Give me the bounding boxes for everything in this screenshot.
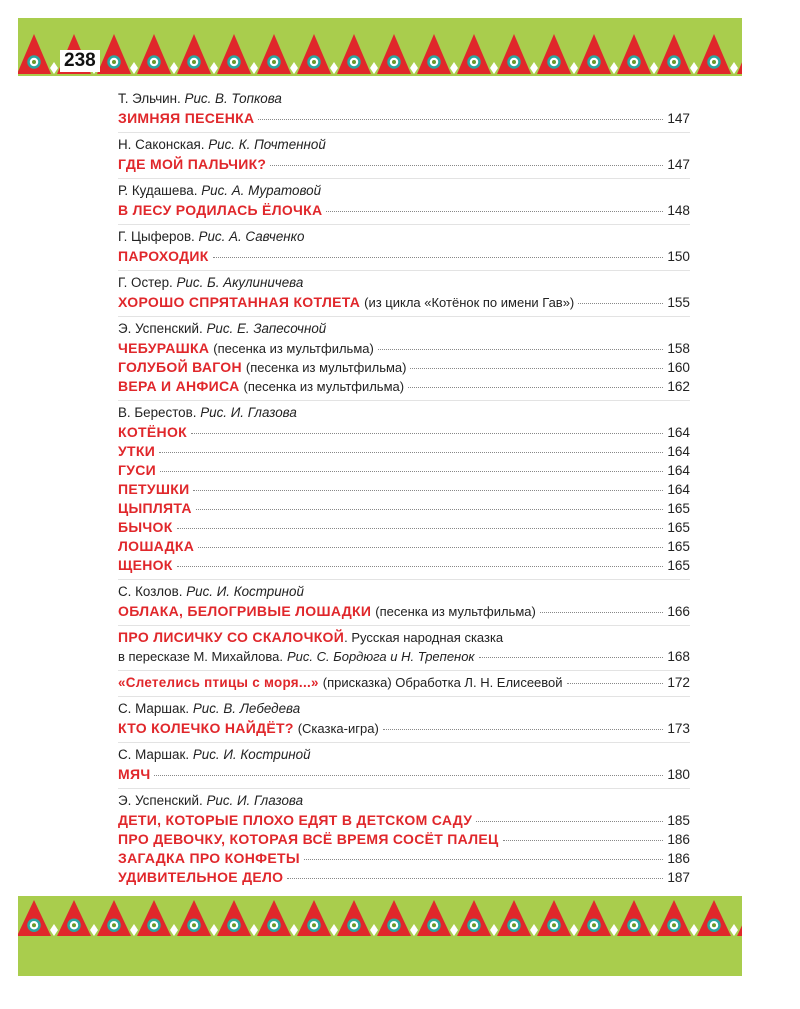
ornament-dot-center xyxy=(152,60,156,64)
bottom-ornament-band xyxy=(18,896,742,976)
ornament-dot-center xyxy=(232,60,236,64)
toc-group xyxy=(118,271,690,317)
bottom-ornament xyxy=(18,896,742,976)
author-line: Э. Успенский. Рис. Е. Запесочной xyxy=(118,321,327,336)
ornament-diamond xyxy=(290,62,298,74)
ornament-diamond xyxy=(450,924,458,936)
ornament-diamond xyxy=(490,924,498,936)
ornament-diamond xyxy=(250,924,258,936)
ornament-diamond xyxy=(290,924,298,936)
ornament-diamond xyxy=(530,924,538,936)
toc-group xyxy=(118,225,690,271)
toc-entry[interactable]: В ЛЕСУ РОДИЛАСЬ ЁЛОЧКА 148 xyxy=(118,202,690,218)
ornament-dot-center xyxy=(352,923,356,927)
toc-entry-title-line[interactable]: ПРО ЛИСИЧКУ СО СКАЛОЧКОЙ. Русская народная сказка xyxy=(118,629,504,645)
toc-entry[interactable]: ГУСИ 164 xyxy=(118,462,690,478)
ornament-diamond xyxy=(50,924,58,936)
ornament-diamond xyxy=(330,62,338,74)
ornament-diamond xyxy=(130,924,138,936)
ornament-dot-center xyxy=(632,60,636,64)
ornament-diamond xyxy=(450,62,458,74)
toc-entry[interactable]: КОТЁНОК 164 xyxy=(118,424,690,440)
ornament-diamond xyxy=(210,62,218,74)
toc-group xyxy=(118,317,690,401)
author-line: С. Маршак. Рис. И. Костриной xyxy=(118,747,311,762)
ornament-diamond xyxy=(730,62,738,74)
ornament-dot-center xyxy=(672,60,676,64)
ornament-diamond xyxy=(690,924,698,936)
top-ornament xyxy=(18,18,742,76)
ornament-triangle xyxy=(737,900,742,936)
ornament-diamond xyxy=(410,924,418,936)
ornament-diamond xyxy=(170,62,178,74)
ornament-diamond xyxy=(50,62,58,74)
ornament-diamond xyxy=(690,62,698,74)
author-line: Р. Кудашева. Рис. А. Муратовой xyxy=(118,183,322,198)
author-line: Э. Успенский. Рис. И. Глазова xyxy=(118,793,304,808)
toc-entry[interactable]: КТО КОЛЕЧКО НАЙДЁТ? (Сказка-игра) 173 xyxy=(118,720,690,736)
page-number: 238 xyxy=(60,50,100,72)
ornament-dot-center xyxy=(712,60,716,64)
ornament-diamond xyxy=(570,62,578,74)
ornament-dot-center xyxy=(272,923,276,927)
ornament-diamond xyxy=(90,924,98,936)
toc-entry[interactable]: ГДЕ МОЙ ПАЛЬЧИК? 147 xyxy=(118,156,690,172)
table-of-contents xyxy=(118,87,690,891)
ornament-diamond xyxy=(650,924,658,936)
ornament-diamond xyxy=(210,924,218,936)
toc-entry[interactable]: ПРО ДЕВОЧКУ, КОТОРАЯ ВСЁ ВРЕМЯ СОСЁТ ПАЛЕЦ 186 xyxy=(118,831,690,847)
ornament-dot-center xyxy=(672,923,676,927)
toc-entry[interactable]: ГОЛУБОЙ ВАГОН (песенка из мультфильма) 160 xyxy=(118,359,690,375)
ornament-diamond xyxy=(530,62,538,74)
ornament-diamond xyxy=(170,924,178,936)
author-line: С. Маршак. Рис. В. Лебедева xyxy=(118,701,301,716)
ornament-dot-center xyxy=(192,60,196,64)
toc-group xyxy=(118,697,690,743)
ornament-diamond xyxy=(730,924,738,936)
ornament-dot-center xyxy=(312,923,316,927)
ornament-dot-center xyxy=(192,923,196,927)
toc-entry[interactable]: ДЕТИ, КОТОРЫЕ ПЛОХО ЕДЯТ В ДЕТСКОМ САДУ 185 xyxy=(118,812,690,828)
ornament-diamond xyxy=(130,62,138,74)
toc-group xyxy=(118,743,690,789)
toc-group xyxy=(118,87,690,133)
toc-entry[interactable]: МЯЧ 180 xyxy=(118,766,690,782)
toc-group xyxy=(118,626,690,671)
ornament-dot-center xyxy=(32,923,36,927)
toc-entry[interactable]: ХОРОШО СПРЯТАННАЯ КОТЛЕТА (из цикла «Котёнок по имени Гав») 155 xyxy=(118,294,690,310)
toc-entry[interactable]: УДИВИТЕЛЬНОЕ ДЕЛО 187 xyxy=(118,869,690,885)
ornament-diamond xyxy=(610,924,618,936)
ornament-dot-center xyxy=(472,923,476,927)
ornament-dot-center xyxy=(392,60,396,64)
author-line: В. Берестов. Рис. И. Глазова xyxy=(118,405,297,420)
ornament-diamond xyxy=(650,62,658,74)
ornament-diamond xyxy=(570,924,578,936)
toc-group xyxy=(118,179,690,225)
ornament-dot-center xyxy=(112,923,116,927)
ornament-dot-center xyxy=(632,923,636,927)
toc-group xyxy=(118,789,690,891)
toc-entry[interactable]: «Слетелись птицы с моря...» (присказка) Обработка Л. Н. Елисеевой 172 xyxy=(118,675,690,690)
ornament-dot-center xyxy=(712,923,716,927)
toc-entry[interactable]: ВЕРА И АНФИСА (песенка из мультфильма) 162 xyxy=(118,378,690,394)
ornament-dot-center xyxy=(552,60,556,64)
toc-entry[interactable]: ПАРОХОДИК 150 xyxy=(118,248,690,264)
ornament-diamond xyxy=(490,62,498,74)
ornament-dot-center xyxy=(72,923,76,927)
ornament-dot-center xyxy=(432,923,436,927)
ornament-diamond xyxy=(370,924,378,936)
ornament-diamond xyxy=(330,924,338,936)
toc-entry[interactable]: ЗАГАДКА ПРО КОНФЕТЫ 186 xyxy=(118,850,690,866)
ornament-dot-center xyxy=(272,60,276,64)
ornament-dot-center xyxy=(112,60,116,64)
toc-group xyxy=(118,133,690,179)
ornament-dot-center xyxy=(472,60,476,64)
ornament-dot-center xyxy=(232,923,236,927)
ornament-dot-center xyxy=(32,60,36,64)
top-ornament-band xyxy=(18,18,742,76)
ornament-dot-center xyxy=(512,923,516,927)
author-line: Н. Саконская. Рис. К. Почтенной xyxy=(118,137,326,152)
ornament-dot-center xyxy=(432,60,436,64)
toc-entry[interactable]: ЗИМНЯЯ ПЕСЕНКА 147 xyxy=(118,110,690,126)
toc-entry[interactable]: в пересказе М. Михайлова. Рис. С. Бордюга и Н. Трепенок 168 xyxy=(118,649,690,664)
ornament-diamond xyxy=(370,62,378,74)
toc-entry[interactable]: ОБЛАКА, БЕЛОГРИВЫЕ ЛОШАДКИ (песенка из мультфильма) 166 xyxy=(118,603,690,619)
toc-group xyxy=(118,401,690,580)
toc-group xyxy=(118,580,690,626)
author-line: Т. Эльчин. Рис. В. Топкова xyxy=(118,91,282,106)
toc-entry[interactable]: ЧЕБУРАШКА (песенка из мультфильма) 158 xyxy=(118,340,690,356)
ornament-dot-center xyxy=(312,60,316,64)
author-line: Г. Остер. Рис. Б. Акулиничева xyxy=(118,275,304,290)
ornament-dot-center xyxy=(592,60,596,64)
toc-entry[interactable]: ЩЕНОК 165 xyxy=(118,557,690,573)
author-line: С. Козлов. Рис. И. Костриной xyxy=(118,584,304,599)
ornament-diamond xyxy=(250,62,258,74)
ornament-dot-center xyxy=(552,923,556,927)
ornament-diamond xyxy=(410,62,418,74)
toc-group xyxy=(118,671,690,697)
ornament-dot-center xyxy=(352,60,356,64)
ornament-dot-center xyxy=(512,60,516,64)
toc-entry[interactable]: ЛОШАДКА 165 xyxy=(118,538,690,554)
toc-entry[interactable]: УТКИ 164 xyxy=(118,443,690,459)
author-line: Г. Цыферов. Рис. А. Савченко xyxy=(118,229,305,244)
ornament-diamond xyxy=(610,62,618,74)
ornament-dot-center xyxy=(392,923,396,927)
ornament-dot-center xyxy=(592,923,596,927)
toc-entry[interactable]: ЦЫПЛЯТА 165 xyxy=(118,500,690,516)
toc-entry[interactable]: ПЕТУШКИ 164 xyxy=(118,481,690,497)
ornament-dot-center xyxy=(152,923,156,927)
toc-entry[interactable]: БЫЧОК 165 xyxy=(118,519,690,535)
